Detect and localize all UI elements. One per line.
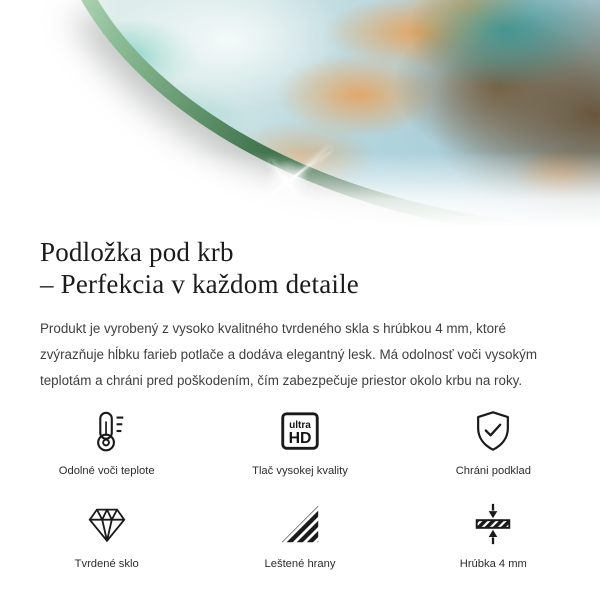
feature-label: Odolné voči teplote [58, 465, 155, 477]
thermometer-icon [84, 408, 130, 454]
page-title-line1: Podložka pod krb [40, 237, 234, 267]
feature-label: Tvrdené sklo [74, 558, 139, 570]
feature-label: Leštené hrany [264, 558, 336, 570]
polished-edges-icon [277, 501, 323, 547]
feature-polished-edges [203, 501, 396, 570]
page-title [40, 236, 560, 300]
product-photo [0, 0, 600, 232]
feature-grid [0, 408, 600, 570]
shield-check-icon [470, 408, 516, 454]
photo-bottom-fade [0, 152, 600, 232]
product-description: Produkt je vyrobený z vysoko kvalitného tvrdeného skla s hrúbkou 4 mm, ktoré zvýrazňuje hĺbku farieb potlače a dodáva elegantný lesk. Má odolnosť voči vysokým teplotám a chráni pred poškodením, čím zabezpečuje priestor okolo krbu na roky. [40, 321, 538, 388]
feature-label: Tlač vysokej kvality [252, 465, 348, 477]
svg-text:HD: HD [288, 429, 312, 447]
feature-heat-resistant [10, 408, 203, 477]
feature-label: Hrúbka 4 mm [459, 558, 527, 570]
feature-label: Chráni podklad [455, 465, 531, 477]
diamond-icon [84, 501, 130, 547]
feature-thickness [397, 501, 590, 570]
feature-protects-surface [397, 408, 590, 477]
thickness-icon [470, 501, 516, 547]
ultra-hd-icon [277, 408, 323, 454]
feature-print-quality [203, 408, 396, 477]
svg-text:ultra: ultra [289, 420, 311, 432]
page-title-line2: – Perfekcia v každom detaile [40, 269, 359, 299]
feature-tempered-glass [10, 501, 203, 570]
